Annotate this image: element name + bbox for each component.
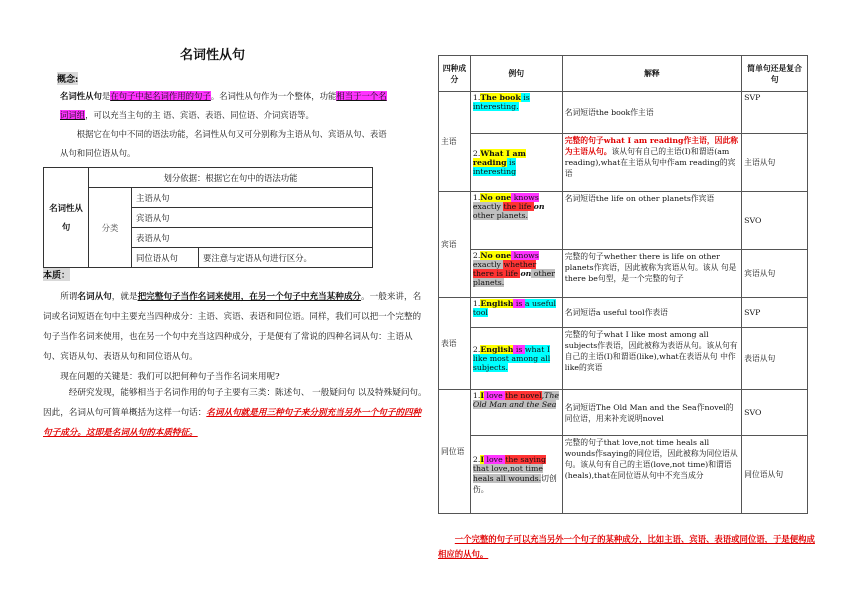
predicative-type-1: SVP bbox=[742, 298, 808, 328]
page-title: 名词性从句 bbox=[180, 48, 246, 63]
definition-text-3: ，可以充当主句的主 语、宾语、表语、同位语、介词宾语等。 bbox=[85, 110, 314, 120]
appositive-explanation-1: 名词短语The Old Man and the Sea作novel的同位语，用来补充说明novel bbox=[562, 390, 741, 436]
basis-paragraph: 根据它在句中不同的语法功能，名词性从句又可分别称为主语从句、宾语从句、表语从句和同位语从句。 bbox=[60, 129, 387, 158]
object-example-2: 2.No one knows exactly whether there is life on other planets. bbox=[470, 250, 562, 298]
essence-text-2: ，就是 bbox=[111, 292, 138, 302]
essence-bold-2: 把完整句子当作名词来使用，在另一个句子中充当某种成分 bbox=[137, 292, 362, 302]
definition-highlight-1: 在句子中起名词作用的句子 bbox=[110, 91, 211, 101]
row-label-appositive: 同位语 bbox=[439, 390, 471, 514]
object-explanation-1: 名词短语the life on other planets作宾语 bbox=[562, 192, 741, 250]
essence-red-conclusion: 名词从句就是用三种句子来分别充当另外一个句子的四种句子成分。这即是名词从句的本质特征。 bbox=[43, 408, 422, 438]
row-label-subject: 主语 bbox=[439, 92, 471, 192]
cls-category: 分类 bbox=[89, 188, 132, 268]
cls-item-object: 宾语从句 bbox=[132, 208, 373, 228]
cls-basis: 划分依据：根据它在句中的语法功能 bbox=[89, 168, 373, 188]
row-label-object: 宾语 bbox=[439, 192, 471, 298]
concept-label: 概念: bbox=[57, 72, 78, 85]
header-example: 例句 bbox=[470, 56, 562, 92]
essence-bold-1: 名词从句 bbox=[77, 292, 112, 302]
subject-explanation-1: 名词短语the book作主语 bbox=[562, 92, 741, 134]
bottom-summary-note: 一个完整的句子可以充当另外一个句子的某种成分，比如主语、宾语、表语或同位语，于是便构成相应的从句。 bbox=[438, 534, 815, 559]
definition-text-1: 是 bbox=[101, 91, 111, 101]
subject-type-1: SVP bbox=[742, 92, 808, 134]
predicative-type-2: 表语从句 bbox=[742, 328, 808, 390]
essence-question: 现在问题的关键是：我们可以把何种句子当作名词来用呢? bbox=[60, 372, 280, 382]
object-explanation-2: 完整的句子whether there is life on other planets作宾语，因此被称为宾语从句。该从 句是there be句型，是一个完整的句子 bbox=[562, 250, 741, 298]
essence-paragraph-2 bbox=[43, 383, 428, 443]
appositive-type-1: SVO bbox=[742, 390, 808, 436]
appositive-example-2: 2.I love the saying that love,not time heals all wounds.切创伤。 bbox=[470, 436, 562, 514]
cls-item-appositive: 同位语从句 bbox=[132, 248, 199, 268]
subject-explanation-2: 完整的句子what I am reading作主语，因此称为主语从句。该从句有自己的主语(I)和谓语(am reading),what在主语从句中作am reading的宾语 bbox=[562, 134, 741, 192]
object-type-2: 宾语从句 bbox=[742, 250, 808, 298]
predicative-explanation-1: 名词短语a useful tool作表语 bbox=[562, 298, 741, 328]
classification-table bbox=[43, 167, 373, 268]
definition-paragraph bbox=[60, 87, 390, 125]
appositive-type-2: 同位语从句 bbox=[742, 436, 808, 514]
header-component: 四种成分 bbox=[439, 56, 471, 92]
object-example-1: 1.No one knows exactly the life on other planets. bbox=[470, 192, 562, 250]
predicative-example-2: 2.English is what I like most among all subjects. bbox=[470, 328, 562, 390]
cls-left-label: 名词性从句 bbox=[44, 168, 89, 268]
essence-label: 本质： bbox=[43, 268, 70, 281]
cls-note: 要注意与定语从句进行区分。 bbox=[199, 248, 373, 268]
definition-text-2: 。名词性从句作为一个整体，功能 bbox=[210, 91, 337, 101]
predicative-explanation-2: 完整的句子what I like most among all subjects作表语，因此被称为表语从句。该从句有自己的主语(I)和谓语(like),what在表语从句 中作like的宾语 bbox=[562, 328, 741, 390]
essence-text-1: 所谓 bbox=[60, 292, 78, 302]
clause-comparison-table bbox=[438, 55, 808, 514]
row-label-predicative: 表语 bbox=[439, 298, 471, 390]
essence-text-3: 。一般来讲，名词或名词短语在句中主要充当四种成分：主语、宾语、表语和同位语。同样，我们可以把一个完整的句子当作名词来使用，也在另一个句中充当这四种成分，于是便有了常说的四种名词从句：主语从句、宾语从句、表语从句和同位语从句。 bbox=[43, 292, 422, 362]
header-type: 简单句还是复合句 bbox=[742, 56, 808, 92]
predicative-example-1: 1.English is a useful tool bbox=[470, 298, 562, 328]
definition-highlight-2: 相当于一个名词词组 bbox=[60, 91, 387, 120]
appositive-explanation-2: 完整的句子that love,not time heals all wounds作saying的同位语，因此被称为同位语从句。该从句有自己的主语(love,not time)和谓语(heals),that在同位语从句中不充当成分 bbox=[562, 436, 741, 514]
subject-example-1: 1.The book is interesting. bbox=[470, 92, 562, 134]
definition-term: 名词性从句 bbox=[60, 91, 102, 101]
object-type-1: SVO bbox=[742, 192, 808, 250]
cls-item-subject: 主语从句 bbox=[132, 188, 373, 208]
subject-example-2: 2.What I am reading is interesting bbox=[470, 134, 562, 192]
subject-type-2: 主语从句 bbox=[742, 134, 808, 192]
appositive-example-1: 1.I love the novel,The Old Man and the Sea bbox=[470, 390, 562, 436]
header-explanation: 解释 bbox=[562, 56, 741, 92]
essence-text-5: 经研究发现，能够相当于名词作用的句子主要有三类：陈述句、 一般疑问句 以及特殊疑问句。因此，名词从句可简单概括为这样一句话： bbox=[43, 388, 427, 418]
cls-item-predicative: 表语从句 bbox=[132, 228, 373, 248]
essence-paragraph-1 bbox=[43, 287, 428, 387]
